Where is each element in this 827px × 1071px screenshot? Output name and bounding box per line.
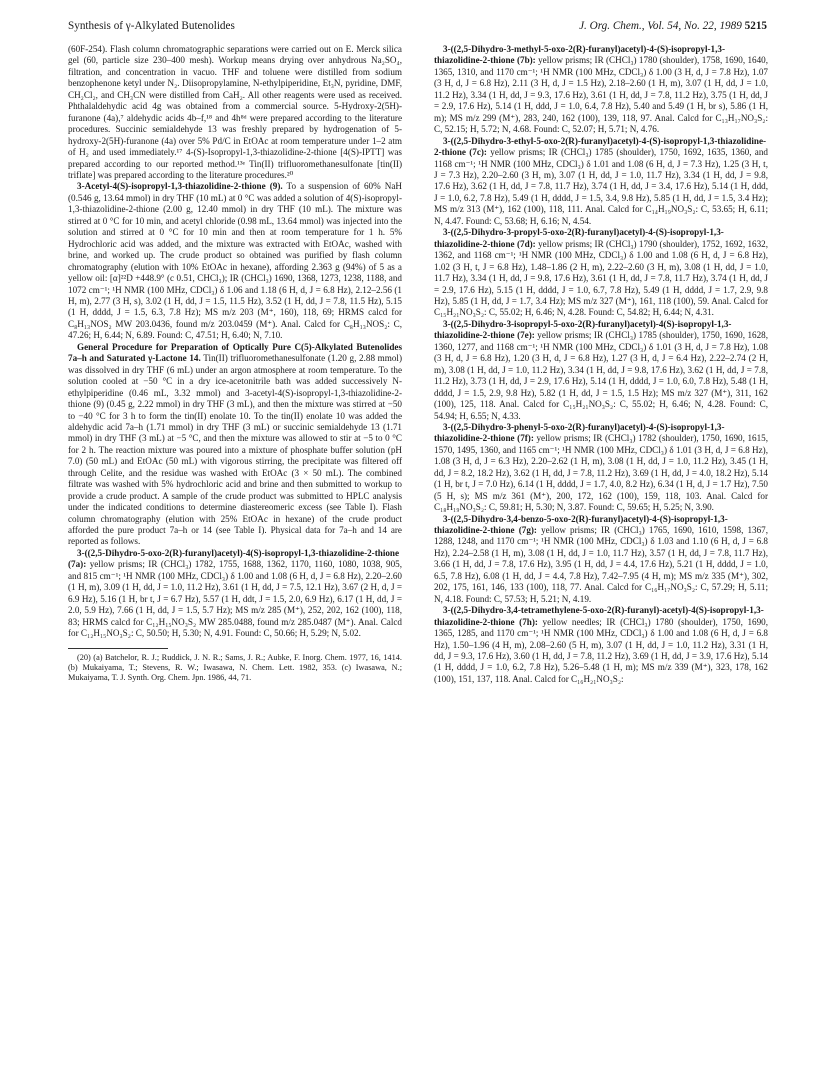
footnote-20: (20) (a) Batchelor, R. J.; Ruddick, J. N. R.; Sams, J. R.; Aubke, F. Inorg. Chem. 1977, 16, 1414. (b) Mukaiyama, T.; Stevens, R. W.; Iwasawa, N. Chem. Lett. 1982, 353. (c) Iwasawa, N.; Mukaiyama, T. J. Synth. Org. Chem. Jpn. 1986, 44, 71. [68, 652, 402, 683]
compound-7g-text: yellow prisms; IR (CHCl₃) 1765, 1690, 1610, 1598, 1367, 1288, 1248, and 1170 cm⁻¹; ¹H NMR (100 MHz, CDCl₃) δ 1.03 and 1.10 (6 H, d, J = 6.8 Hz), 2.24–2.58 (1 H, m), 3.08 (1 H, dd, J = 1.0, 11.7 Hz), 3.57 (1 H, dd, J = 7.8, 11.7 Hz), 3.66 (1 H, dd, J = 7.8, 17.6 Hz), 3.95 (1 H, dd, J = 4.4, 17.6 Hz), 5.21 (1 H, dddd, J = 1.0, 6.5, 7.8 Hz), 6.08 (1 H, dd, J = 4.4, 7.8 Hz), 7.42–7.95 (4 H, m); MS m/z 335 (M⁺), 302, 202, 175, 161, 146, 133 (100), 118, 77. Anal. Calcd for C₁₆H₁₇NO₃S₂: C, 57.29; H, 5.11; N, 4.18. Found: C, 57.53; H, 5.21; N, 4.19. [434, 525, 768, 604]
right-column [434, 44, 768, 685]
journal-volume: Vol. 54, No. 22, 1989 [647, 20, 742, 32]
compound-7g-heading: 3-((2,5-Dihydro-3,4-benzo-5-oxo-2(R)-furanyl)acetyl)-4-(S)-isopropyl-1,3-thiazolidine-2-thione (7g): [434, 513, 728, 536]
paragraph-general-procedure [68, 342, 402, 548]
page-number: 5215 [744, 20, 767, 32]
paragraph-compound-7f [434, 422, 768, 514]
paragraph-compound-7d [434, 227, 768, 319]
compound-7e-text: yellow prisms; IR (CHCl₃) 1785 (shoulder), 1750, 1690, 1628, 1360, 1277, and 1168 cm⁻¹; ¹H NMR (100 MHz, CDCl₃) δ 1.01 (3 H, d, J = 7.8 Hz), 1.08 (3 H, d, J = 6.8 Hz), 1.20 (3 H, d, J = 6.8 Hz), 1.27 (3 H, d, J = 6.4 Hz), 2.22–2.74 (2 H, m), 3.08 (1 H, dd, J = 1.0, 11.2 Hz), 3.34 (1 H, dd, J = 9.8, 17.6 Hz), 3.62 (1 H, dd, J = 7.8, 11.2 Hz), 3.73 (1 H, dd, J = 2.9, 17.6 Hz), 5.14 (1 H, dddd, J = 1.0, 6.0, 7.8 Hz), 5.48 (1 H, dddd, J = 1.5, 2.9, 9.8 Hz), 5.82 (1 H, dd, J = 1.5, 1.5 Hz); MS m/z 327 (M⁺), 311, 162 (100), 125, 118. Anal. Calcd for C₁₅H₂₁NO₃S₂: C, 55.02; H, 6.46; N, 4.28. Found: C, 54.94; H, 6.55; N, 4.33. [434, 330, 769, 421]
compound-7b-text: yellow prisms; IR (CHCl₃) 1780 (shoulder), 1758, 1690, 1640, 1365, 1310, and 1170 cm⁻¹; ¹H NMR (100 MHz, CDCl₃) δ 1.00 (3 H, d, J = 7.8 Hz), 1.07 (3 H, d, J = 6.8 Hz), 2.11 (3 H, d, J = 1.5 Hz), 2.18–2.60 (1 H, m), 3.07 (1 H, dd, J = 1.0, 11.2 Hz), 3.34 (1 H, dd, J = 9.3, 17.6 Hz), 3.61 (1 H, dd, J = 7.8, 11.2 Hz), 3.75 (1 H, dd, J = 2.9, 17.6 Hz), 5.14 (1 H, ddd, J = 1.0, 6.4, 7.8 Hz), 5.40 and 5.49 (1 H, br s), 5.86 (1 H, m); MS m/z 299 (M⁺), 283, 240, 162 (100), 139, 118, 97. Anal. Calcd for C₁₃H₁₇NO₃S₂: C, 52.15; H, 5.72; N, 4.68. Found: C, 52.07; H, 5.71; N, 4.76. [434, 55, 769, 135]
journal-name: J. Org. Chem., [579, 20, 645, 32]
paragraph-compound-9 [68, 181, 402, 341]
footnote-divider [68, 648, 168, 649]
left-column [68, 44, 402, 683]
general-procedure-heading: General Procedure for Preparation of Optically Pure C(5)-Alkylated Butenolides 7a–h and Saturated γ-Lactone 14. [68, 341, 402, 364]
general-procedure-text: Tin(II) trifluoromethanesulfonate (1.20 g, 2.88 mmol) was dissolved in dry THF (6 mL) under an argon atmosphere at room temperature. To the solution cooled at −50 °C in a dry ice-acetonitrile bath was added successively N-ethylpiperidine (0.46 mL, 3.32 mmol) and 3-acetyl-4(S)-isopropyl-1,3-thiazolidine-2-thione (9) (0.45 g, 2.22 mmol) in dry THF (3 mL), and then the mixture was stirred at −50 to −40 °C for 3 h to form the tin(II) enolate 10. To the tin(II) enolate 10 was added the aldehydic acid 7a–h (1.71 mmol) in dry THF (3 mL) or succinic semialdehyde 13 (1.71 mmol) in dry THF (3 mL) at −5 °C, and then the mixture was allowed to stir at −5 to 0 °C for 2 h. The reaction mixture was poured into a mixture of phosphate buffer solution (pH 7.0) (50 mL) and EtOAc (50 mL) with vigorous stirring, the precipitate was filtered off through Celite, and the residue was washed with EtOAc (3 × 50 mL). The combined filtrate was washed with 5% hydrochloric acid and brine and then submitted to workup to provide a crude product. A sample of the crude product was submitted to HPLC analysis under the indicated conditions to determine diastereomeric excess (see Table I). Flash column chromatography (elution with 25% EtOAc in hexane) of the crude product afforded the pure product 7a–h or 14 (see Table I). Physical data for 7a–h and 14 are reported as follows. [68, 353, 402, 547]
paragraph-compound-7e [434, 319, 768, 422]
compound-9-heading: 3-Acetyl-4(S)-isopropyl-1,3-thiazolidine-2-thione (9). [77, 181, 283, 192]
compound-7a-text: yellow prisms; IR (CHCl₃) 1782, 1755, 1688, 1362, 1170, 1160, 1080, 1038, 905, and 815 cm⁻¹; ¹H NMR (100 MHz, CDCl₃) δ 1.00 and 1.08 (6 H, d, J = 6.8 Hz), 2.20–2.60 (1 H, m), 3.09 (1 H, dd, J = 1.0, 11.2 Hz), 3.61 (1 H, dd, J = 7.5, 12.1 Hz), 3.67 (2 H, d, J = 6.9 Hz), 5.16 (1 H, br t, J = 6.7 Hz), 5.57 (1 H, ddt, J = 1.5, 2.0, 6.9 Hz), 6.17 (1 H, dd, J = 2.0, 5.9 Hz), 7.66 (1 H, dd, J = 1.5, 5.7 Hz); MS m/z 285 (M⁺), 252, 202, 162 (100), 118, 83; HRMS calcd for C₁₂H₁₅NO₃S₂ MW 285.0488, found m/z 285.0487 (M⁺). Anal. Calcd for C₁₂H₁₅NO₃S₂: C, 50.50; H, 5.30; N, 4.91. Found: C, 50.66; H, 5.29; N, 5.02. [68, 559, 402, 639]
paragraph-compound-7g [434, 514, 768, 606]
paragraph-compound-7a [68, 548, 402, 640]
compound-7e-heading: 3-((2,5-Dihydro-3-isopropyl-5-oxo-2(R)-furanyl)acetyl)-4(S)-isopropyl-1,3-thiazolidine-2-thione (7e): [434, 318, 732, 341]
compound-7a-heading: 3-((2,5-Dihydro-5-oxo-2(R)-furanyl)acetyl)-4(S)-isopropyl-1,3-thiazolidine-2-thione (7a): [68, 547, 400, 570]
compound-7h-heading: 3-((2,5-Dihydro-3,4-tetramethylene-5-oxo-2(R)-furanyl)-acetyl)-4(S)-isopropyl-1,3-thiazolidine-2-thione (7h): [434, 605, 764, 627]
compound-7c-text: yellow prisms; IR (CHCl₃) 1785 (shoulder), 1750, 1692, 1635, 1360, and 1168 cm⁻¹; ¹H NMR (100 MHz, CDCl₃) δ 1.01 and 1.08 (6 H, d, J = 7.3 Hz), 1.25 (3 H, t, J = 7.3 Hz), 2.20–2.60 (3 H, m), 3.07 (1 H, dd, J = 1.0, 11.7 Hz), 3.34 (1 H, dd, J = 9.8, 17.6 Hz), 3.62 (1 H, dd, J = 7.8, 11.7 Hz), 3.74 (1 H, dd, J = 3.4, 17.6 Hz), 5.14 (1 H, ddd, J = 1.0, 6.2, 7.8 Hz), 5.49 (1 H, dddd, J = 1.5, 3.4, 9.8 Hz), 5.85 (1 H, dd, J = 1.5, 3.4 Hz); MS m/z 313 (M⁺), 162 (100), 118, 111. Anal. Calcd for C₁₄H₁₉NO₃S₂: C, 53.65; H, 6.11; N, 4.47. Found: C, 53.68; H, 6.16; N, 4.54. [434, 147, 768, 226]
compound-7d-text: yellow prisms; IR (CHCl₃) 1790 (shoulder), 1752, 1692, 1632, 1362, and 1168 cm⁻¹; ¹H NMR (100 MHz, CDCl₃) δ 1.00 and 1.08 (6 H, d, J = 6.8 Hz), 1.02 (3 H, t, J = 6.8 Hz), 1.48–1.86 (2 H, m), 2.22–2.60 (3 H, m), 3.08 (1 H, dd, J = 1.0, 11.7 Hz), 3.34 (1 H, dd, J = 9.8, 17.6 Hz), 3.61 (1 H, dd, J = 7.8, 11.7 Hz), 3.74 (1 H, dd, J = 2.9, 17.6 Hz), 5.15 (1 H, dddd, J = 1.0, 6.7, 7.8 Hz), 5.49 (1 H, dddd, J = 1.7, 2.9, 9.8 Hz), 5.85 (1 H, dd, J = 1.7, 3.4 Hz); MS m/z 327 (M⁺), 161, 118 (100), 59. Anal. Calcd for C₁₅H₂₁NO₃S₂: C, 55.02; H, 6.46; N, 4.28. Found: C, 54.82; H, 6.44; N, 4.31. [434, 238, 769, 318]
journal-citation [579, 20, 767, 32]
paragraph-materials: (60F-254). Flash column chromatographic separations were carried out on E. Merck silica gel (60, particle size 230–400 mesh). Workup means drying over anhydrous Na₂SO₄, filtration, and concentration in vacuo. THF and toluene were distilled from sodium benzophenone ketyl under N₂. Diisopropylamine, N-ethylpiperidine, Et₃N, pyridine, DMF, CH₂Cl₂, and CH₃CN were distilled from CaH₂. All other reagents were used as received. Phthalaldehydic acid 4g was obtained from a commercial source. 5-Hydroxy-2(5H)-furanone (4a),⁷ aldehydic acids 4b–f,¹⁸ and 4h⁸ᵈ were prepared according to the literature procedures. Succinic semialdehyde 13 was freshly prepared by hydrogenation of 5-hydroxy-2(5H)-furanone (4a) over 5% Pd/C in EtOAc at room temperature under 1–2 atm of H₂ and used immediately.¹⁷ 4-(S)-Isopropyl-1,3-thiazolidine-2-thione [4(S)-IPTT] was prepared according to our reported method.¹³ᵉ Tin(II) trifluoromethanesulfonate [tin(II) triflate] was prepared according to the literature procedures.²⁰ [68, 44, 402, 180]
running-title: Synthesis of γ-Alkylated Butenolides [68, 20, 235, 32]
compound-7d-heading: 3-((2,5-Dihydro-3-propyl-5-oxo-2(R)-furanyl)acetyl)-4-(S)-isopropyl-1,3-thiazolidine-2-thione (7d): [434, 227, 724, 249]
paragraph-compound-7h [434, 605, 768, 685]
compound-7f-text: yellow prisms; IR (CHCl₃) 1782 (shoulder), 1750, 1690, 1615, 1570, 1495, 1360, and 1165 cm⁻¹; ¹H NMR (100 MHz, CDCl₃) δ 1.01 (3 H, d, J = 6.8 Hz), 1.08 (3 H, d, J = 6.3 Hz), 2.20–2.62 (1 H, m), 3.08 (1 H, dd, J = 1.0, 11.2 Hz), 3.45 (1 H, dd, J = 8.2, 18.2 Hz), 3.62 (1 H, dd, J = 7.8, 11.2 Hz), 3.69 (1 H, dd, J = 4.0, 18.2 Hz), 5.14 (1 H, br t, J = 7.0 Hz), 6.14 (1 H, dddd, J = 1.7, 4.0, 8.2 Hz), 6.34 (1 H, d, J = 1.7 Hz), 7.50 (5 H, s); MS m/z 361 (M⁺), 200, 172, 162 (100), 159, 118, 103. Anal. Calcd for C₁₈H₁₉NO₃S₂: C, 59.81; H, 5.30; N, 3.87. Found: C, 59.65; H, 5.25; N, 3.90. [434, 433, 768, 513]
compound-7h-text: yellow needles; IR (CHCl₃) 1780 (shoulder), 1750, 1690, 1365, 1285, and 1170 cm⁻¹; ¹H NMR (100 MHz, CDCl₃) δ 1.00 and 1.08 (6 H, d, J = 6.8 Hz), 1.50–1.96 (4 H, m), 2.08–2.60 (5 H, m), 3.07 (1 H, dd, J = 1.0, 11.2 Hz), 3.31 (1 H, dd, J = 9.3, 17.6 Hz), 3.60 (1 H, dd, J = 7.8, 11.2 Hz), 3.69 (1 H, dd, J = 3.9, 17.6 Hz), 5.14 (1 H, dddd, J = 1.0, 6.2, 7.8 Hz), 5.26–5.48 (1 H, m); MS m/z 339 (M⁺), 323, 178, 162 (100), 151, 137, 118. Anal. Calcd for C₁₆H₂₁NO₃S₂: [434, 616, 769, 684]
compound-7f-heading: 3-((2,5-Dihydro-3-phenyl-5-oxo-2(R)-furanyl)acetyl)-4-(S)-isopropyl-1,3-thiazolidine-2-thione (7f): [434, 421, 725, 444]
compound-7c-heading: 3-((2,5-Dihydro-3-ethyl-5-oxo-2(R)-furanyl)acetyl)-4-(S)-isopropyl-1,3-thiazolidine-2-thione (7c): [434, 135, 767, 158]
compound-7b-heading: 3-((2,5-Dihydro-3-methyl-5-oxo-2(R)-furanyl)acetyl)-4-(S)-isopropyl-1,3-thiazolidine-2-thione (7b): [434, 44, 725, 66]
paragraph-compound-7c [434, 136, 768, 228]
compound-9-text: To a suspension of 60% NaH (0.546 g, 13.64 mmol) in dry THF (10 mL) at 0 °C was added a solution of 4(S)-isopropyl-1,3-thiazolidine-2-thione (2.00 g, 12.40 mmol) in dry THF (10 mL). The mixture was stirred at 0 °C for 10 min, and acetyl chloride (0.98 mL, 13.64 mmol) was injected into the solution and stirred at 0 °C for 10 min and then at room temperature for 1 h. 5% Hydrochloric acid was added, and the mixture was extracted with EtOAc, washed with brine, and worked up. The crude product so obtained was purified by flash column chromatography (elution with 10% EtOAc in hexane), affording 2.363 g (94%) of 5 as a yellow oil: [α]²²D +448.9° (c 0.51, CHCl₃); IR (CHCl₃) 1690, 1368, 1273, 1238, 1188, and 1072 cm⁻¹; ¹H NMR (100 MHz, CDCl₃) δ 1.06 and 1.18 (6 H, d, J = 6.8 Hz), 2.12–2.56 (1 H, m), 2.77 (3 H, s), 3.02 (1 H, dd, J = 1.5, 11.5 Hz), 3.52 (1 H, dd, J = 7.8, 11.5 Hz), 5.15 (1 H, dddd, J = 1.5, 6.3, 7.8 Hz); MS m/z 203 (M⁺, 160), 118, 69; HRMS calcd for C₈H₁₃NOS₂ MW 203.0436, found m/z 203.0459 (M⁺). Anal. Calcd for C₈H₁₃NOS₂: C, 47.26; H, 6.44; N, 6.89. Found: C, 47.51; H, 6.40; N, 7.10. [68, 181, 402, 341]
running-header [68, 20, 767, 36]
paragraph-compound-7b [434, 44, 768, 136]
